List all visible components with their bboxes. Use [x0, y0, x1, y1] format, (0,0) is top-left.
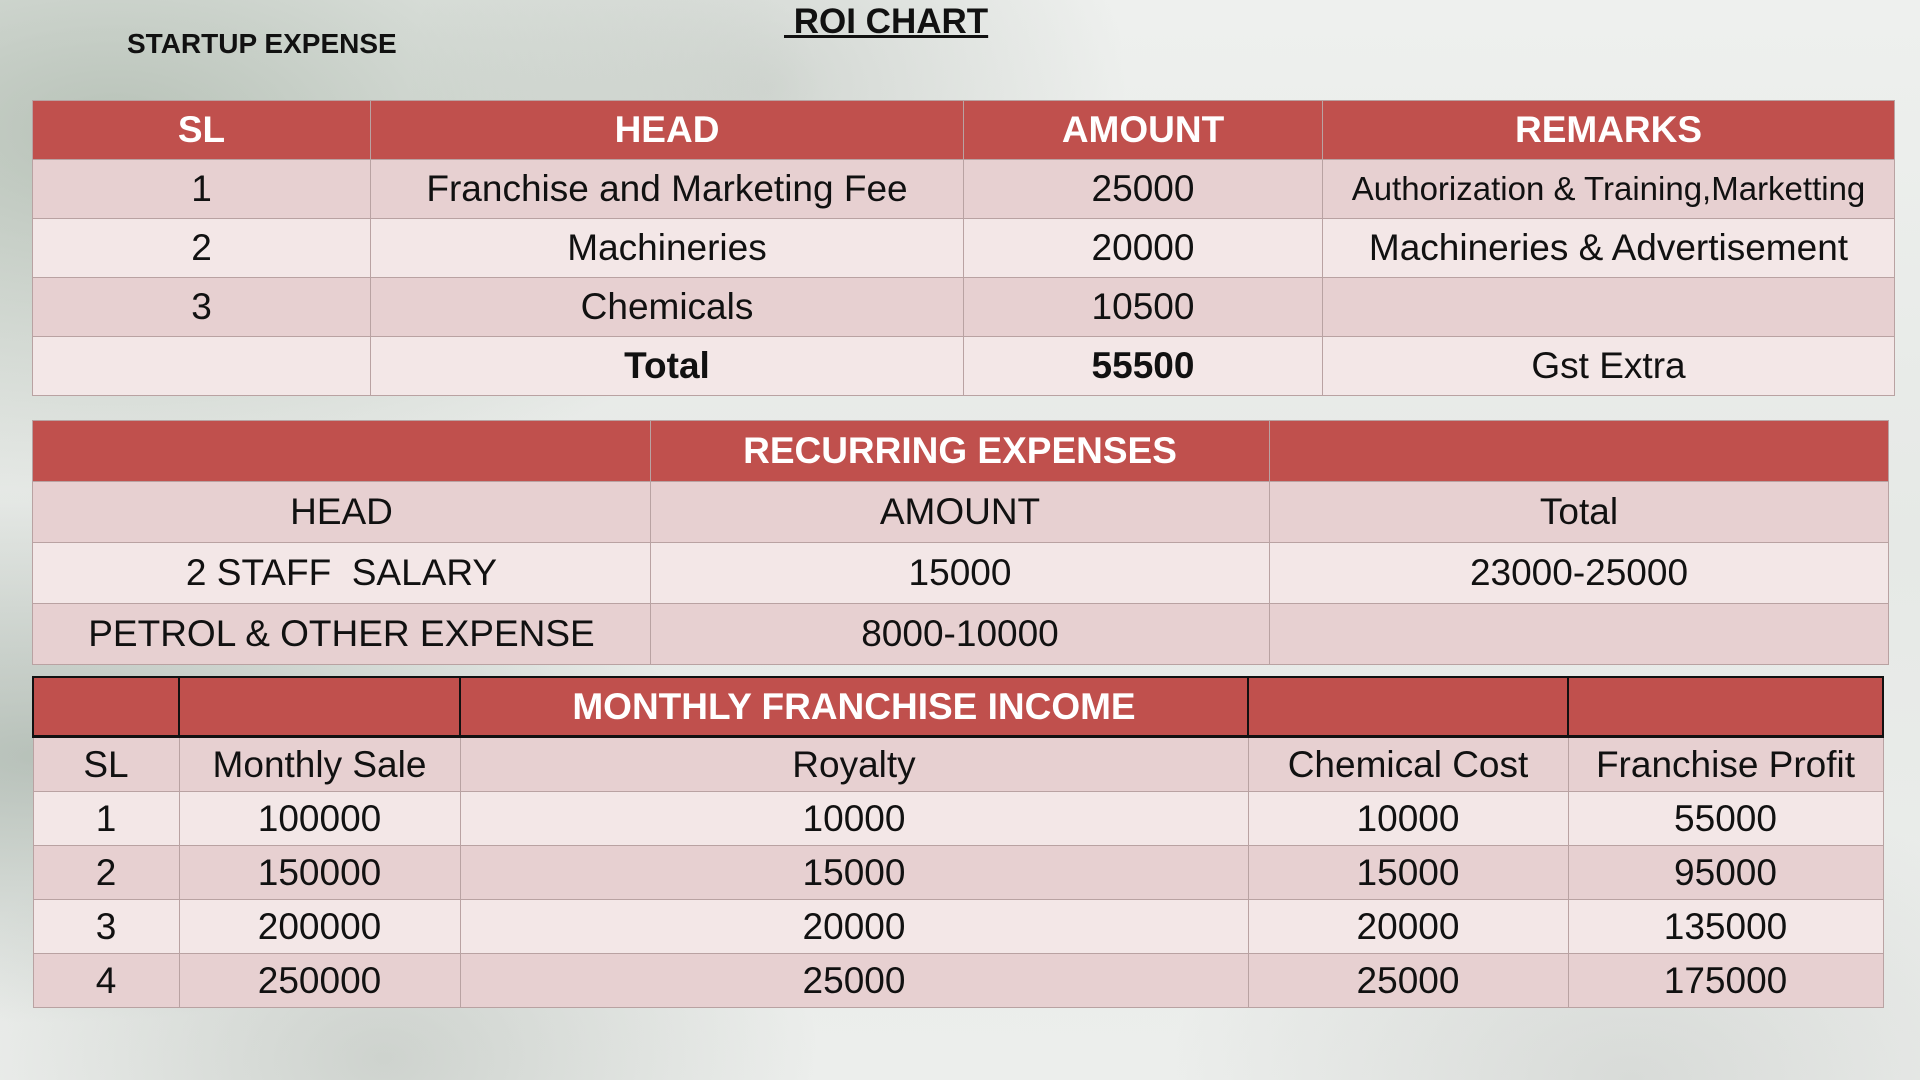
- table-header-row: [33, 101, 1895, 160]
- head-cell: PETROL & OTHER EXPENSE: [33, 604, 651, 665]
- table-title-row: [33, 677, 1883, 737]
- amount-cell: 10500: [964, 278, 1323, 337]
- column-header-remarks: REMARKS: [1323, 101, 1895, 160]
- chemical-cost-cell: 20000: [1248, 900, 1568, 954]
- table-row: [33, 160, 1895, 219]
- chemical-cost-cell: 25000: [1248, 954, 1568, 1008]
- amount-cell: 8000-10000: [651, 604, 1270, 665]
- table-header-row: [33, 737, 1883, 792]
- royalty-cell: 25000: [460, 954, 1248, 1008]
- table-row: [33, 604, 1889, 665]
- total-label: Total: [371, 337, 964, 396]
- sl-cell: 3: [33, 900, 179, 954]
- page-title: ROI CHART: [784, 2, 989, 41]
- head-cell: 2 STAFF SALARY: [33, 543, 651, 604]
- franchise-profit-cell: 95000: [1568, 846, 1883, 900]
- monthly-franchise-income-title: MONTHLY FRANCHISE INCOME: [460, 677, 1248, 737]
- column-header-amount: AMOUNT: [651, 482, 1270, 543]
- table-row: [33, 278, 1895, 337]
- chemical-cost-cell: 15000: [1248, 846, 1568, 900]
- royalty-cell: 10000: [460, 792, 1248, 846]
- total-cell: [1270, 604, 1889, 665]
- sl-cell: 2: [33, 846, 179, 900]
- monthly-sale-cell: 150000: [179, 846, 460, 900]
- total-amount: 55500: [964, 337, 1323, 396]
- remarks-cell: Machineries & Advertisement: [1323, 219, 1895, 278]
- title-spacer-cell: [1270, 421, 1889, 482]
- monthly-sale-cell: 250000: [179, 954, 460, 1008]
- total-cell: 23000-25000: [1270, 543, 1889, 604]
- sl-cell: 2: [33, 219, 371, 278]
- head-cell: Machineries: [371, 219, 964, 278]
- table-row: [33, 846, 1883, 900]
- table-row: [33, 792, 1883, 846]
- column-header-franchise-profit: Franchise Profit: [1568, 737, 1883, 792]
- startup-expense-table: [32, 100, 1895, 396]
- column-header-sl: SL: [33, 737, 179, 792]
- franchise-profit-cell: 55000: [1568, 792, 1883, 846]
- amount-cell: 25000: [964, 160, 1323, 219]
- column-header-amount: AMOUNT: [964, 101, 1323, 160]
- section-title-startup-expense: STARTUP EXPENSE: [127, 28, 397, 59]
- franchise-profit-cell: 135000: [1568, 900, 1883, 954]
- title-spacer-cell: [33, 677, 179, 737]
- head-cell: Chemicals: [371, 278, 964, 337]
- franchise-profit-cell: 175000: [1568, 954, 1883, 1008]
- head-cell: Franchise and Marketing Fee: [371, 160, 964, 219]
- total-row: [33, 337, 1895, 396]
- column-header-total: Total: [1270, 482, 1889, 543]
- monthly-franchise-income-table: [32, 676, 1884, 1008]
- royalty-cell: 20000: [460, 900, 1248, 954]
- remarks-cell: [1323, 278, 1895, 337]
- remarks-cell: Authorization & Training,Marketting: [1323, 160, 1895, 219]
- amount-cell: 15000: [651, 543, 1270, 604]
- title-spacer-cell: [33, 421, 651, 482]
- title-spacer-cell: [1248, 677, 1568, 737]
- table-title-row: [33, 421, 1889, 482]
- sl-cell: 1: [33, 160, 371, 219]
- total-remarks: Gst Extra: [1323, 337, 1895, 396]
- table-row: [33, 954, 1883, 1008]
- title-spacer-cell: [179, 677, 460, 737]
- column-header-royalty: Royalty: [460, 737, 1248, 792]
- table-row: [33, 900, 1883, 954]
- monthly-sale-cell: 100000: [179, 792, 460, 846]
- sl-cell: 3: [33, 278, 371, 337]
- column-header-head: HEAD: [371, 101, 964, 160]
- column-header-head: HEAD: [33, 482, 651, 543]
- royalty-cell: 15000: [460, 846, 1248, 900]
- recurring-expenses-title: RECURRING EXPENSES: [651, 421, 1270, 482]
- column-header-sl: SL: [33, 101, 371, 160]
- amount-cell: 20000: [964, 219, 1323, 278]
- column-header-monthly-sale: Monthly Sale: [179, 737, 460, 792]
- recurring-expenses-table: [32, 420, 1889, 665]
- column-header-chemical-cost: Chemical Cost: [1248, 737, 1568, 792]
- sl-cell: 4: [33, 954, 179, 1008]
- chemical-cost-cell: 10000: [1248, 792, 1568, 846]
- table-row: [33, 219, 1895, 278]
- monthly-sale-cell: 200000: [179, 900, 460, 954]
- table-row: [33, 543, 1889, 604]
- sl-cell: [33, 337, 371, 396]
- sl-cell: 1: [33, 792, 179, 846]
- table-header-row: [33, 482, 1889, 543]
- title-spacer-cell: [1568, 677, 1883, 737]
